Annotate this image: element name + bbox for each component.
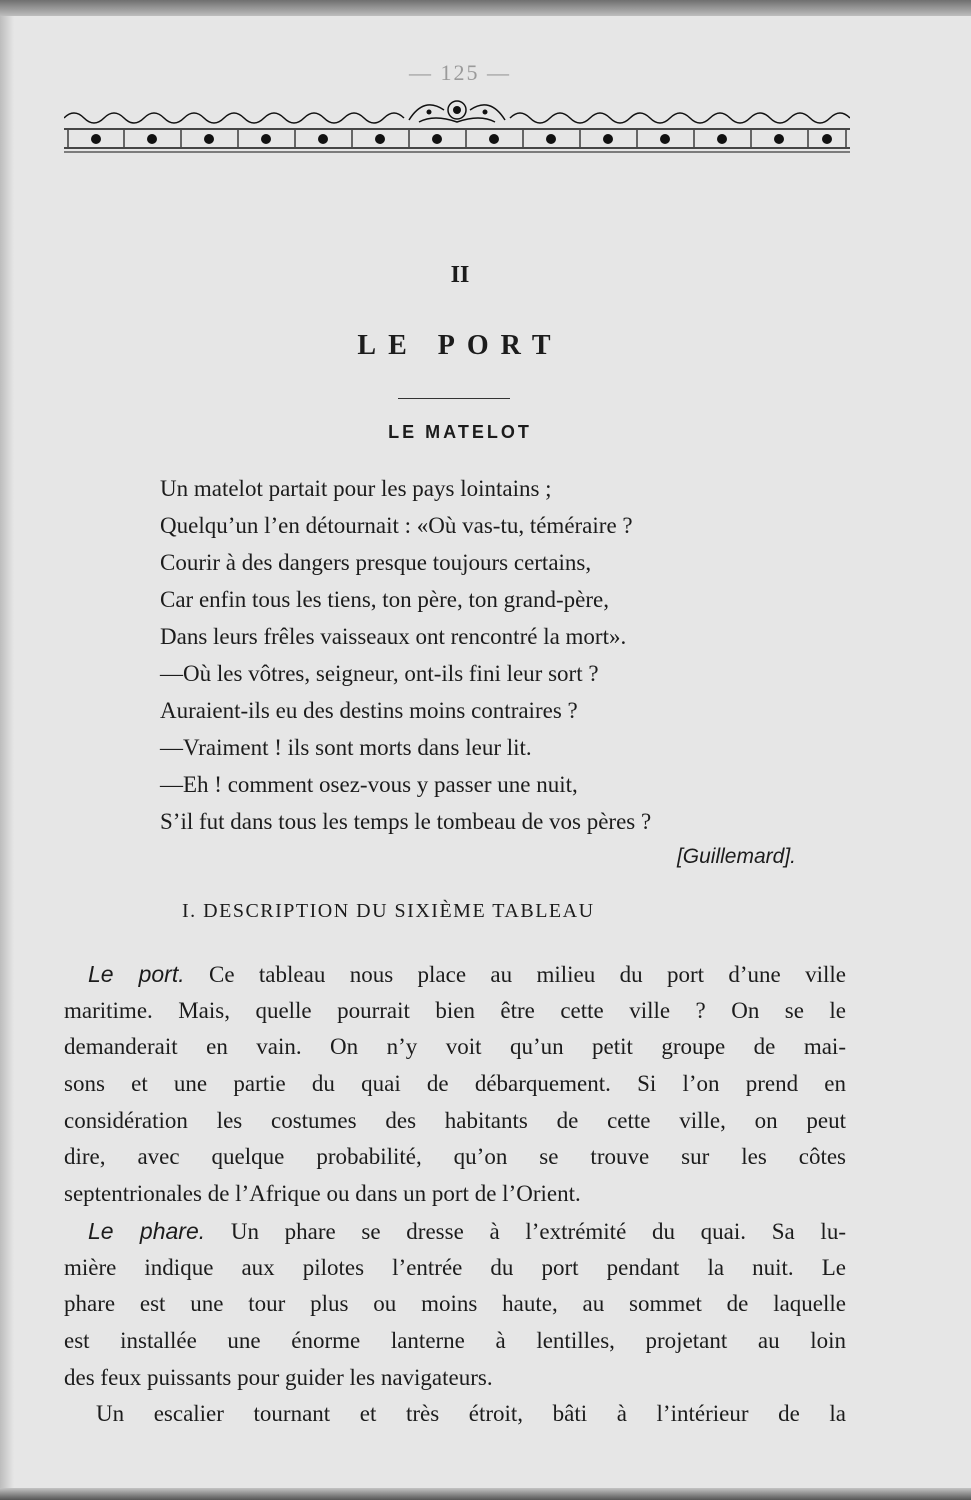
poem-line: Courir à des dangers presque toujours certains,: [160, 550, 592, 575]
paragraph-line: [64, 1213, 846, 1250]
poem-line: —Vraiment ! ils sont morts dans leur lit.: [160, 735, 532, 760]
paragraph-line: septentrionales de l’Afrique ou dans un port de l’Orient.: [64, 1181, 581, 1207]
paragraph-line: considération les costumes des habitants de cette ville, on peut: [64, 1107, 846, 1133]
ornamental-header-band: [64, 96, 850, 156]
paragraph-line: [64, 956, 846, 993]
page-number: — 125 —: [409, 60, 511, 85]
poem-line: Quelqu’un l’en détournait : «Où vas-tu, téméraire ?: [160, 513, 633, 538]
paragraph-text: Un escalier tournant et très étroit, bâti à l’intérieur de la: [96, 1401, 846, 1427]
poem-line: Un matelot partait pour les pays lointains ;: [160, 476, 552, 501]
poem-line: —Eh ! comment osez-vous y passer une nuit,: [160, 772, 578, 797]
chapter-title: LE PORT: [357, 330, 563, 361]
poem-line: Auraient-ils eu des destins moins contraires ?: [160, 698, 578, 723]
chapter-numeral: II: [450, 262, 470, 288]
paragraph-line: mière indique aux pilotes l’entrée du port pendant la nuit. Le: [64, 1254, 846, 1280]
paragraph-line: est installée une énorme lanterne à lentilles, projetant au loin: [64, 1327, 846, 1353]
poem-line: —Où les vôtres, seigneur, ont-ils fini leur sort ?: [160, 661, 599, 686]
paragraph-lead: Le phare.: [88, 1217, 206, 1244]
paragraph-text: Ce tableau nous place au milieu du port d’une ville: [209, 962, 847, 987]
poem-title: LE MATELOT: [388, 422, 532, 442]
separator-rule: [398, 398, 510, 399]
paragraph-line: des feux puissants pour guider les navigateurs.: [64, 1364, 493, 1390]
poem-line: Dans leurs frêles vaisseaux ont rencontré la mort».: [160, 624, 627, 649]
paragraph-line: maritime. Mais, quelle pourrait bien être cette ville ? On se le: [64, 997, 846, 1023]
paragraph-lead: Le port.: [88, 961, 185, 987]
paragraph-text: Un phare se dresse à l’extrémité du quai. Sa lu-: [230, 1218, 846, 1244]
paragraph-line: phare est une tour plus ou moins haute, au sommet de laquelle: [64, 1291, 846, 1317]
poem-line: Car enfin tous les tiens, ton père, ton grand-père,: [160, 587, 610, 612]
poem-attribution: [Guillemard].: [676, 845, 796, 868]
page-top-edge: [0, 0, 971, 16]
paragraph-line: [64, 1396, 846, 1433]
poem-line: S’il fut dans tous les temps le tombeau de vos pères ?: [160, 809, 652, 834]
body-text: [64, 956, 846, 1433]
poem: [160, 470, 860, 840]
paragraph-line: dire, avec quelque probabilité, qu’on se trouve sur les côtes: [64, 1144, 846, 1170]
section-heading: I. DESCRIPTION DU SIXIÈME TABLEAU: [182, 900, 595, 922]
page-left-shadow: [0, 16, 14, 1488]
paragraph-line: demanderait en vain. On n’y voit qu’un petit groupe de mai-: [64, 1034, 846, 1060]
page-bottom-edge: [0, 1488, 971, 1500]
paragraph-line: sons et une partie du quai de débarquement. Si l’on prend en: [64, 1071, 846, 1097]
